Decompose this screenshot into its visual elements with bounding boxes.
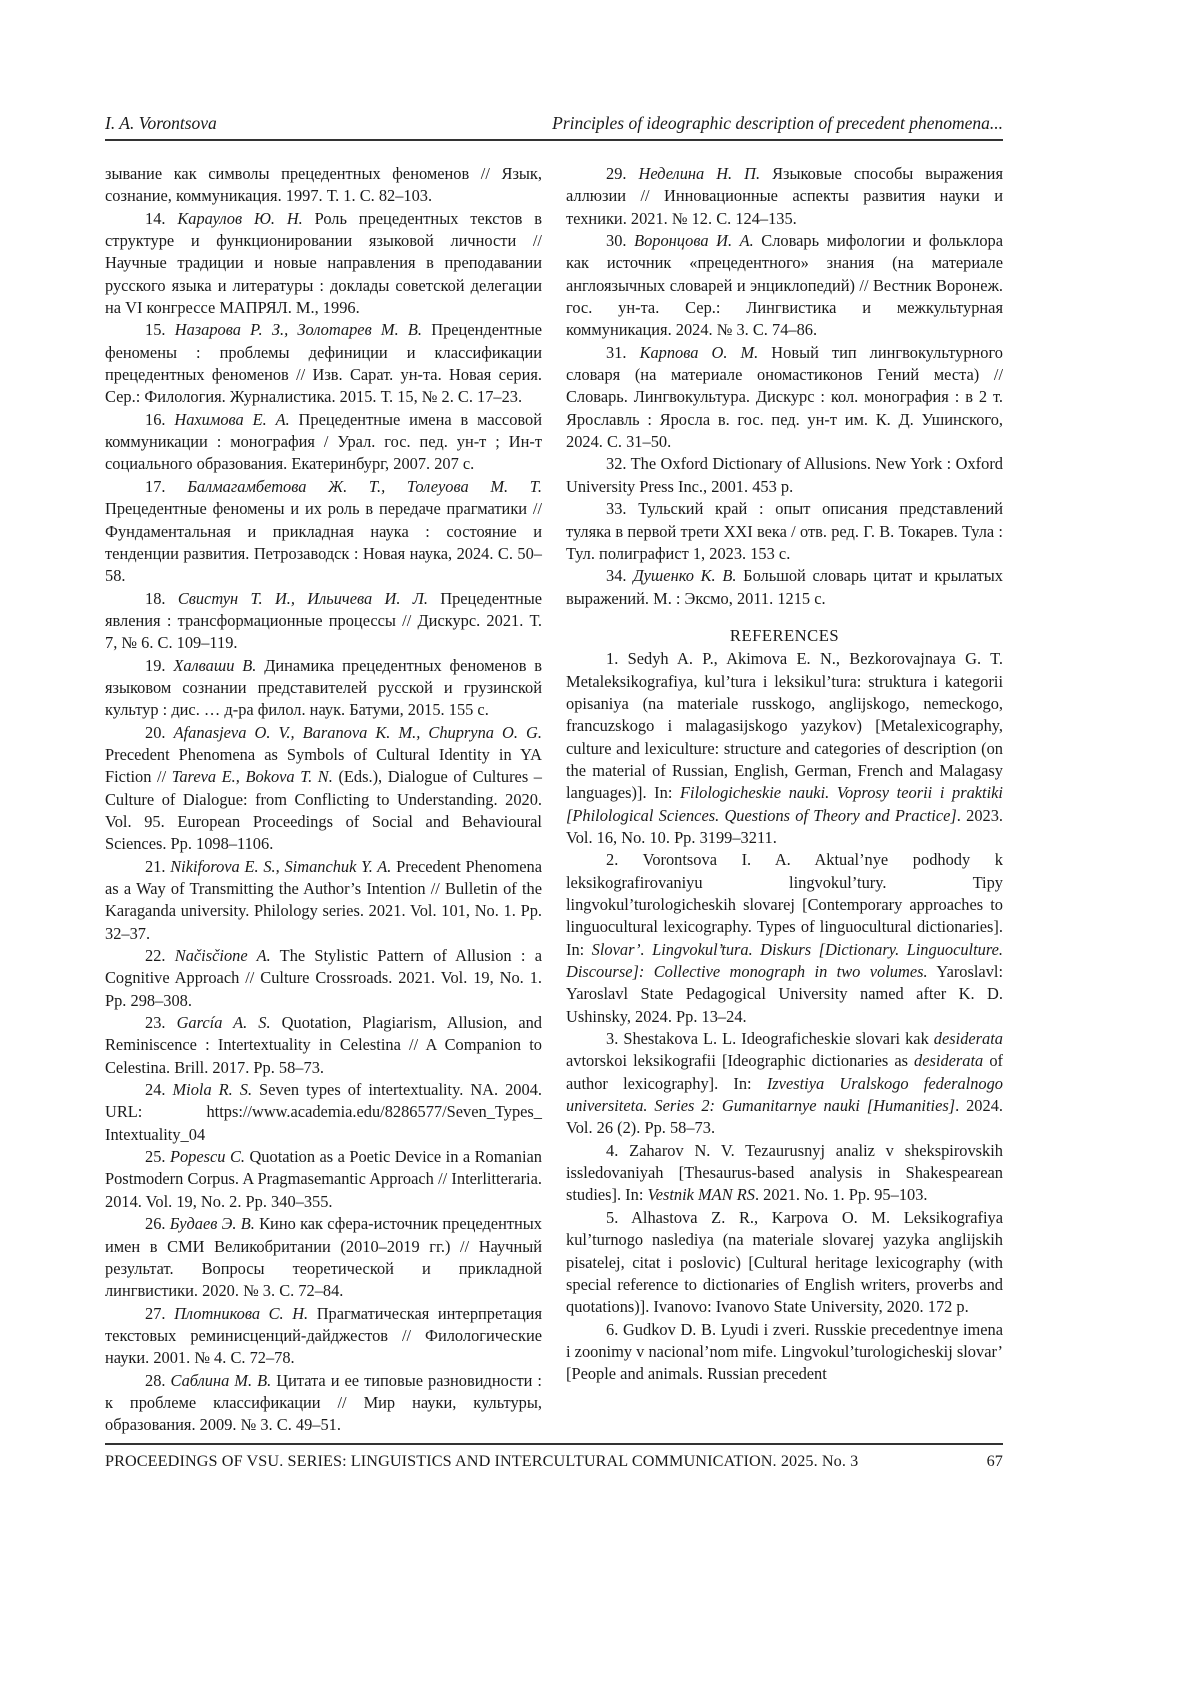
reference-text: Новый тип лингвокультурного словаря (на материале ономастиконов Гений места) // Словарь. Лингвокультура. Дискурс : кол. монография : в 2 т. Ярославль : Яросла в. гос. пед. ун-т им. К. Д. Ушинского, 2024. С. 31–50. [566,342,1003,452]
reference-author-or-title: Popescu C. [169,1147,245,1167]
reference-author-or-title: Vestnik MAN RS [647,1185,755,1205]
reference-entry [566,1207,1003,1319]
reference-text: Precedent Phenomena as Symbols of Cultural Identity in YA Fiction // [105,744,542,787]
reference-entry [105,409,542,476]
reference-text: Sedyh A. P., Akimova E. N., Bezkorovajnaya G. T. Metaleksikografiya, kul’tura i leksikul’tura: struktura i kategorii opisaniya (na materiale russkogo, anglijskogo, nemeckogo, francuzskogo i malagasijskogo yazykov) [Metalexicography, culture and lexiculture: structure and categories of description (on the material of Russian, English, German, French and Malagasy languages)]. In: [566,649,1003,803]
reference-entry [105,476,542,588]
reference-text: Словарь мифологии и фольклора как источник «прецедентного» знания (на материале англоязычных словарей и энциклопедий) // Вестник Воронеж. гос. ун-та. Сер.: Лингвистика и межкультурная коммуникация. 2024. № 3. С. 74–86. [566,231,1003,340]
reference-text: Shestakova L. L. Ideograficheskie slovari kak [623,1029,934,1049]
reference-entry [566,163,1003,230]
reference-number: 19. [145,655,166,675]
reference-entry [105,1079,542,1146]
reference-number: 27. [145,1303,166,1323]
reference-author-or-title: Неделина Н. П. [638,164,761,183]
reference-text: Языковые способы выражения аллюзии // Инновационные аспекты развития науки и техники. 2021. № 12. С. 124–135. [566,164,1003,228]
reference-number: 2. [606,850,619,870]
reference-number: 1. [606,649,619,669]
reference-text: Quotation, Plagiarism, Allusion, and Reminiscence : Intertextuality in Celestina // A Companion to Celestina. Brill. 2017. Pp. 58–73. [105,1013,542,1077]
reference-author-or-title: Воронцова И. А. [634,231,754,251]
footer-rule [105,1443,1003,1445]
reference-number: 25. [145,1147,166,1167]
reference-text: Vorontsova I. A. Aktual’nye podhody k leksikografirovaniyu lingvokul’tury. Tipy lingvokul’turologicheskih slovarej [Contemporary approaches to linguocultural lexicography. Types of linguocultural dictionaries]. In: [566,850,1003,959]
reference-text: Прецедентные явления : трансформационные процессы // Дискурс. 2021. Т. 7, № 6. С. 109–119. [105,588,542,653]
reference-number: 14. [145,208,166,228]
reference-author-or-title: Саблина М. В. [170,1370,272,1390]
running-footer [105,1452,1003,1471]
reference-number: 20. [145,722,166,742]
reference-author-or-title: Načisčione A. [174,946,271,966]
reference-text: Прагматическая интерпретация текстовых реминисценций-дайджестов // Филологические науки. 2001. № 4. С. 72–78. [105,1303,542,1368]
reference-number: 17. [145,476,166,496]
reference-number: 26. [145,1214,166,1234]
reference-text: Прецедентные феномены и их роль в передаче прагматики // Фундаментальная и прикладная наука : состояние и тенденции развития. Петрозаводск : Новая наука, 2024. С. 50–58. [105,499,542,586]
reference-number: 5. [606,1207,619,1227]
reference-author-or-title: Нахимова Е. А. [174,409,290,429]
reference-text: Динамика прецедентных феноменов в языковом сознании представителей русской и грузинской культур : дис. … д-ра филол. наук. Батуми, 2015. 155 с. [105,655,543,720]
reference-number: 24. [145,1080,166,1100]
reference-entry [105,1213,542,1302]
reference-entry [105,655,542,722]
reference-entry [105,163,542,208]
reference-entry [566,1319,1003,1386]
reference-author-or-title: Халваши В. [173,655,257,675]
reference-author-or-title: desiderata [933,1029,1003,1049]
reference-author-or-title: Tareva E., Bokova T. N. [171,767,333,787]
reference-author-or-title: Slovar’. Lingvokul’tura. Diskurs [Dictionary. Linguoculture. Discourse]: Collective monograph in two volumes. [566,939,1003,982]
reference-number: 23. [145,1013,166,1033]
references-heading: REFERENCES [729,625,840,645]
right-column [566,163,1003,1386]
reference-text: of author lexicography]. In: [566,1051,1003,1093]
reference-number: 21. [145,856,166,876]
reference-text: avtorskoi leksikografii [Ideographic dictionaries as [566,1051,915,1071]
left-column [105,163,542,1437]
reference-text: Quotation as a Poetic Device in a Romanian Postmodern Corpus. A Pragmasemantic Approach // Interlitteraria. 2014. Vol. 19, No. 2. Pp. 340–355. [105,1147,542,1211]
reference-author-or-title: Будаев Э. В. [169,1214,255,1234]
reference-text: Цитата и ее типовые разновидности : к проблеме классификации // Мир науки, культуры, образования. 2009. № 3. С. 49–51. [105,1370,542,1435]
reference-number: 33. [606,499,627,519]
reference-text: Кино как сфера-источник прецедентных имен в СМИ Великобритании (2010–2019 гг.) // Научный результат. Вопросы теоретической и прикладной лингвистики. 2020. № 3. С. 72–84. [105,1214,542,1301]
reference-number: 30. [606,231,627,251]
reference-author-or-title: Свистун Т. И., Ильичева И. Л. [177,588,428,608]
reference-text: Тульский край : опыт описания представлений туляка в первой трети XXI века / отв. ред. Г. В. Токарев. Тула : Тул. полиграфист 1, 2023. 153 с. [566,499,1003,563]
header-title: Principles of ideographic description of precedent phenomena... [552,113,1003,133]
reference-text: Zaharov N. V. Tezaurusnyj analiz v shekspirovskih issledovaniyah [Thesaurus-based analysis in Shakespearean studies]. In: [566,1140,1003,1205]
reference-entry [566,1028,1003,1140]
reference-number: 28. [145,1370,166,1390]
reference-text: Прецедентные имена в массовой коммуникации : монография / Урал. гос. пед. ун-т ; Ин-т социального образования. Екатеринбург, 2007. 207 с. [105,409,542,474]
reference-entry [105,945,542,1012]
reference-entry [566,565,1003,610]
reference-text: The Oxford Dictionary of Allusions. New York : Oxford University Press Inc., 2001. 453 p. [566,454,1003,496]
reference-text: Seven types of intertextuality. NA. 2004. URL: https://www.academia.edu/8286577/Seven_Types_ Intextuality_04 [105,1080,542,1144]
reference-entry [566,342,1003,454]
reference-text: Большой словарь цитат и крылатых выражений. М. : Эксмо, 2011. 1215 с. [566,566,1003,608]
header-rule [105,139,1003,141]
reference-entry [566,1140,1003,1207]
reference-text: The Stylistic Pattern of Allusion : a Cognitive Approach // Culture Crossroads. 2021. Vol. 19, No. 1. Pp. 298–308. [105,946,542,1010]
header-author: I. A. Vorontsova [105,113,217,133]
reference-author-or-title: Miola R. S. [172,1080,253,1100]
reference-author-or-title: Карпова О. М. [639,342,759,362]
reference-text: Yaroslavl: Yaroslavl State Pedagogical University named after K. D. Ushinsky, 2024. Pp. 13–24. [566,962,1004,1026]
reference-author-or-title: García A. S. [176,1013,271,1033]
reference-text: . 2021. No. 1. Pp. 95–103. [754,1185,928,1205]
reference-number: 15. [145,320,166,340]
reference-entry [566,849,1003,1028]
reference-entry [566,648,1003,849]
reference-entry [105,722,542,856]
reference-number: 6. [606,1319,619,1339]
reference-number: 3. [606,1029,619,1049]
reference-author-or-title: Караулов Ю. Н. [177,208,303,228]
reference-author-or-title: desiderata [914,1051,984,1071]
footer-journal: PROCEEDINGS OF VSU. SERIES: LINGUISTICS AND INTERCULTURAL COMMUNICATION. 2025. No. 3 [105,1452,859,1470]
reference-author-or-title: Назарова Р. З., Золотарев М. В. [174,320,423,340]
reference-entry [566,453,1003,498]
reference-author-or-title: Izvestiya Uralskogo federalnogo universiteta. Series 2: Gumanitarnye nauki [Humanities] [566,1073,1003,1116]
reference-number: 22. [145,946,166,966]
reference-number: 34. [606,566,627,586]
reference-entry [105,856,542,945]
reference-number: 18. [145,588,166,608]
reference-author-or-title: Afanasjeva O. V., Baranova K. M., Chupryna O. G. [173,722,542,742]
reference-text: Прецендентные феномены : проблемы дефиниции и классификации прецедентных феноменов // Изв. Сарат. ун-та. Новая серия. Сер.: Филология. Журналистика. 2015. Т. 15, № 2. С. 17–23. [105,320,542,407]
reference-text: . 2024. Vol. 26 (2). Pp. 58–73. [566,1096,1003,1138]
reference-author-or-title: Балмагамбетова Ж. Т., Толеуова М. Т. [187,476,542,496]
reference-text: зывание как символы прецедентных феноменов // Язык, сознание, коммуникация. 1997. Т. 1. С. 82–103. [105,164,542,206]
reference-entry [105,208,542,320]
reference-author-or-title: Плотникова С. Н. [174,1303,309,1323]
reference-entry [105,319,542,408]
page-number: 67 [986,1452,1003,1470]
reference-entry [105,1012,542,1079]
reference-author-or-title: Filologicheskie nauki. Voprosy teorii i praktiki [Philological Sciences. Questions of Theory and Practice] [566,783,1003,825]
reference-entry [566,230,1003,342]
reference-text: Роль прецедентных текстов в структуре и функционировании языковой личности // Научные традиции и новые направления в преподавании русского языка и литературы : доклады советской делегации на VI конгрессе МАПРЯЛ. М., 1996. [105,208,542,318]
reference-entry [105,1303,542,1370]
reference-text: Gudkov D. B. Lyudi i zveri. Russkie precedentnye imena i zoonimy v nacional’nom mife. Lingvokul’turologicheskij slovar’ [People and animals. Russian precedent [566,1319,1003,1384]
running-header [105,113,1003,137]
reference-entry [566,498,1003,565]
reference-number: 32. [606,454,627,474]
reference-number: 31. [606,342,627,362]
reference-number: 29. [606,164,627,183]
reference-text: (Eds.), Dialogue of Cultures – Culture of Dialogue: from Conflicting to Understanding. 2020. Vol. 95. European Proceedings of Social and Behavioural Sciences. Pp. 1098–1106. [105,767,542,854]
reference-text: Precedent Phenomena as a Way of Transmitting the Author’s Intention // Bulletin of the Karaganda university. Philology series. 2021. Vol. 101, No. 1. Pp. 32–37. [105,856,542,943]
reference-number: 16. [145,409,166,429]
reference-entry [105,1370,542,1437]
reference-text: . 2023. Vol. 16, No. 10. Pp. 3199–3211. [566,805,1004,847]
reference-text: Alhastova Z. R., Karpova O. M. Leksikografiya kul’turnogo naslediya (na materiale slovarej yazyka anglijskih pisatelej, citat i poslovic) [Cultural heritage lexicography (with special reference to dictionaries of English writers, proverbs and quotations)]. Ivanovo: Ivanovo State University, 2020. 172 p. [566,1207,1003,1317]
reference-entry [105,588,542,655]
reference-number: 4. [606,1140,619,1160]
reference-entry [105,1146,542,1213]
reference-author-or-title: Nikiforova E. S., Simanchuk Y. A. [170,856,392,876]
reference-author-or-title: Душенко К. В. [633,566,737,586]
